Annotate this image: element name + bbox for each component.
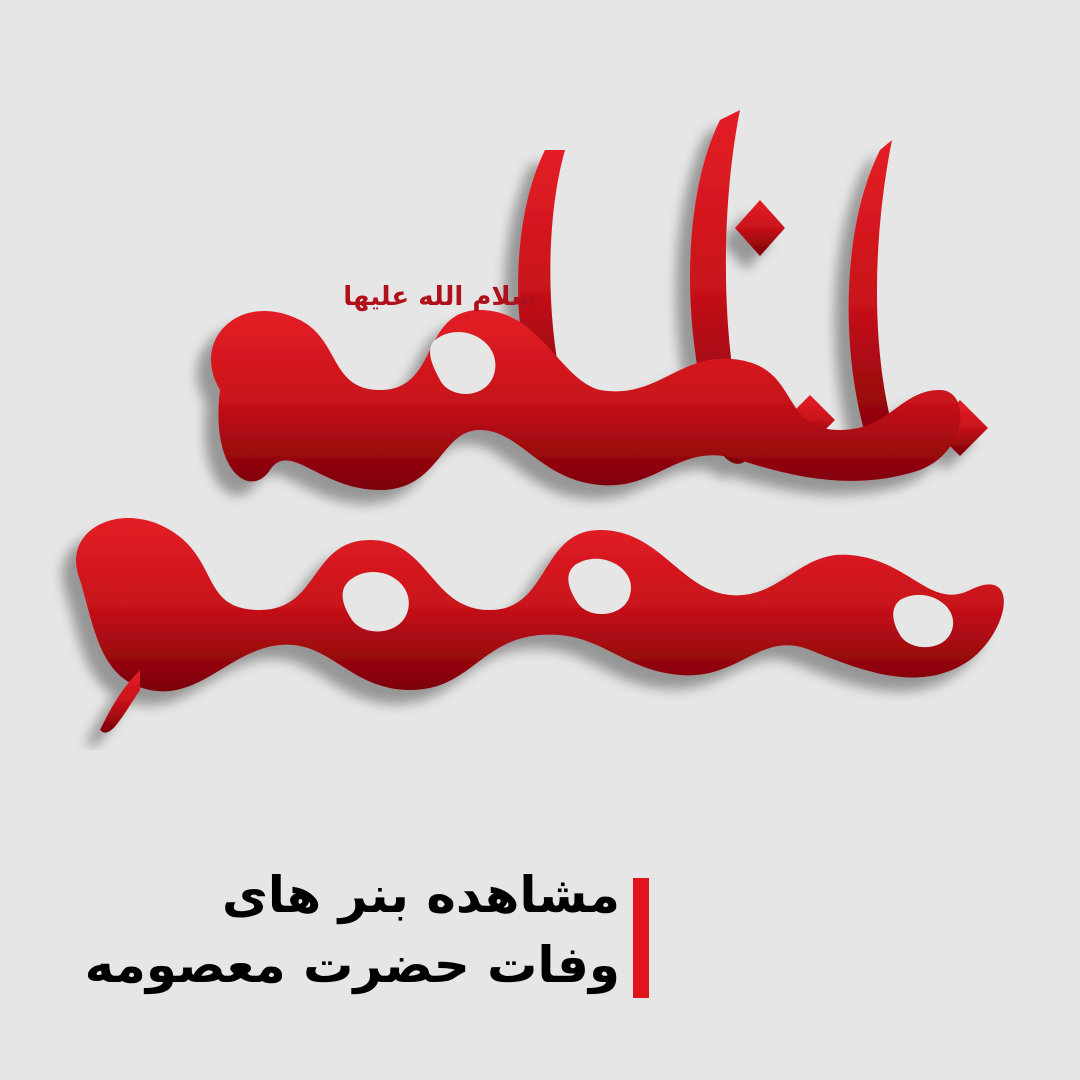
caption-line-2: وفات حضرت معصومه — [84, 936, 620, 994]
masumeh-body — [76, 518, 1004, 691]
caption-line-1: مشاهده بنر های — [221, 866, 620, 924]
honorific-text: سلام الله علیها — [343, 282, 537, 312]
fatemeh-body — [211, 310, 960, 490]
calligraphy-logo — [40, 90, 1040, 750]
dot-one — [735, 200, 785, 256]
caption-block — [60, 860, 620, 1000]
caption-accent-bar — [633, 878, 649, 998]
tail-swash — [100, 670, 140, 733]
